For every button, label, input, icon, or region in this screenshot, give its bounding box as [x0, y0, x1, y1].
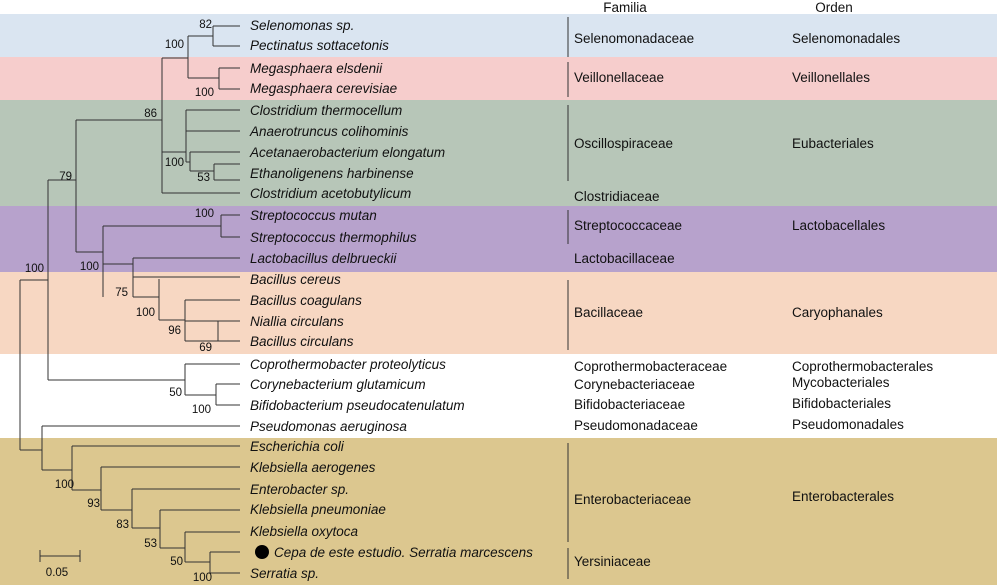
bootstrap-value: 100: [194, 87, 214, 99]
orden-label: Selenomonadales: [792, 31, 901, 46]
bootstrap-value: 100: [135, 307, 155, 319]
taxon-label: Streptococcus thermophilus: [250, 230, 417, 245]
bootstrap-value: 100: [191, 404, 211, 416]
band-lactobacillales: [0, 206, 997, 272]
bootstrap-value: 83: [116, 519, 129, 531]
branch: [48, 364, 185, 395]
taxon-label: Megasphaera cerevisiae: [250, 81, 398, 96]
orden-label: Coprothermobacterales: [792, 359, 934, 374]
bootstrap-value: 82: [199, 19, 212, 31]
bootstrap-value: 50: [170, 556, 183, 568]
familia-label: Coprothermobacteraceae: [574, 359, 728, 374]
familia-label: Yersiniaceae: [574, 554, 651, 569]
bootstrap-value: 75: [115, 287, 128, 299]
familia-label: Clostridiaceae: [574, 189, 660, 204]
taxon-label: Lactobacillus delbrueckii: [250, 251, 397, 266]
taxon-label: Bacillus circulans: [250, 334, 354, 349]
taxon-label: Streptococcus mutan: [250, 208, 377, 223]
bootstrap-value: 100: [194, 208, 214, 220]
taxon-label: Klebsiella pneumoniae: [250, 502, 386, 517]
taxon-label: Anaerotruncus colihominis: [250, 124, 409, 139]
bootstrap-value: 100: [164, 39, 184, 51]
familia-header: Familia: [603, 0, 647, 15]
bootstrap-value: 69: [199, 342, 212, 354]
familia-label: Bacillaceae: [574, 305, 644, 320]
familia-label: Enterobacteriaceae: [574, 492, 692, 507]
study-strain-marker: [255, 545, 269, 559]
bootstrap-value: 50: [169, 387, 182, 399]
taxon-label: Klebsiella aerogenes: [250, 460, 376, 475]
orden-label: Pseudomonadales: [792, 417, 904, 432]
taxon-label: Serratia sp.: [250, 566, 320, 581]
taxon-label: Escherichia coli: [250, 439, 344, 454]
orden-label: Mycobacteriales: [792, 375, 890, 390]
taxon-label: Acetanaerobacterium elongatum: [250, 145, 446, 160]
familia-label: Lactobacillaceae: [574, 251, 675, 266]
familia-label: Selenomonadaceae: [574, 31, 695, 46]
taxon-label: Coprothermobacter proteolyticus: [250, 357, 446, 372]
taxon-label: Bifidobacterium pseudocatenulatum: [250, 398, 465, 413]
taxon-label: Selenomonas sp.: [250, 18, 355, 33]
scale-bar-label: 0.05: [45, 567, 69, 579]
taxon-label-study-strain: Cepa de este estudio. Serratia marcescens: [274, 545, 533, 560]
familia-label: Streptococcaceae: [574, 218, 683, 233]
taxon-label: Clostridium acetobutylicum: [250, 186, 412, 201]
orden-label: Enterobacterales: [792, 489, 895, 504]
branch: [216, 384, 240, 405]
bootstrap-value: 100: [24, 263, 44, 275]
taxon-label: Klebsiella oxytoca: [250, 524, 359, 539]
bootstrap-value: 100: [164, 157, 184, 169]
taxon-label: Ethanoligenens harbinense: [250, 166, 414, 181]
taxon-label: Niallia circulans: [250, 314, 344, 329]
taxon-label: Bacillus cereus: [250, 272, 341, 287]
familia-label: Bifidobacteriaceae: [574, 397, 686, 412]
orden-header: Orden: [815, 0, 853, 15]
bootstrap-value: 53: [144, 538, 157, 550]
bootstrap-value: 100: [192, 572, 212, 584]
band-enterobacterales: [0, 438, 997, 585]
taxon-label: Megasphaera elsdenii: [250, 61, 383, 76]
taxon-label: Corynebacterium glutamicum: [250, 377, 426, 392]
orden-label: Bifidobacteriales: [792, 396, 892, 411]
bootstrap-value: 93: [87, 498, 100, 510]
bootstrap-value: 100: [79, 261, 99, 273]
bootstrap-value: 100: [54, 479, 74, 491]
familia-label: Veillonellaceae: [574, 70, 665, 85]
taxon-label: Pectinatus sottacetonis: [250, 38, 389, 53]
taxon-label: Pseudomonas aeruginosa: [250, 419, 407, 434]
bootstrap-value: 96: [168, 325, 181, 337]
bootstrap-value: 79: [59, 171, 72, 183]
orden-label: Eubacteriales: [792, 136, 874, 151]
orden-label: Veillonellales: [792, 70, 871, 85]
taxon-label: Clostridium thermocellum: [250, 103, 403, 118]
orden-label: Lactobacellales: [792, 218, 886, 233]
familia-label: Oscillospiraceae: [574, 136, 674, 151]
orden-label: Caryophanales: [792, 305, 883, 320]
bootstrap-value: 53: [197, 172, 210, 184]
familia-label: Pseudomonadaceae: [574, 418, 698, 433]
familia-label: Corynebacteriaceae: [574, 377, 695, 392]
bootstrap-value: 86: [144, 108, 157, 120]
taxon-label: Enterobacter sp.: [250, 482, 350, 497]
taxon-label: Bacillus coagulans: [250, 293, 362, 308]
